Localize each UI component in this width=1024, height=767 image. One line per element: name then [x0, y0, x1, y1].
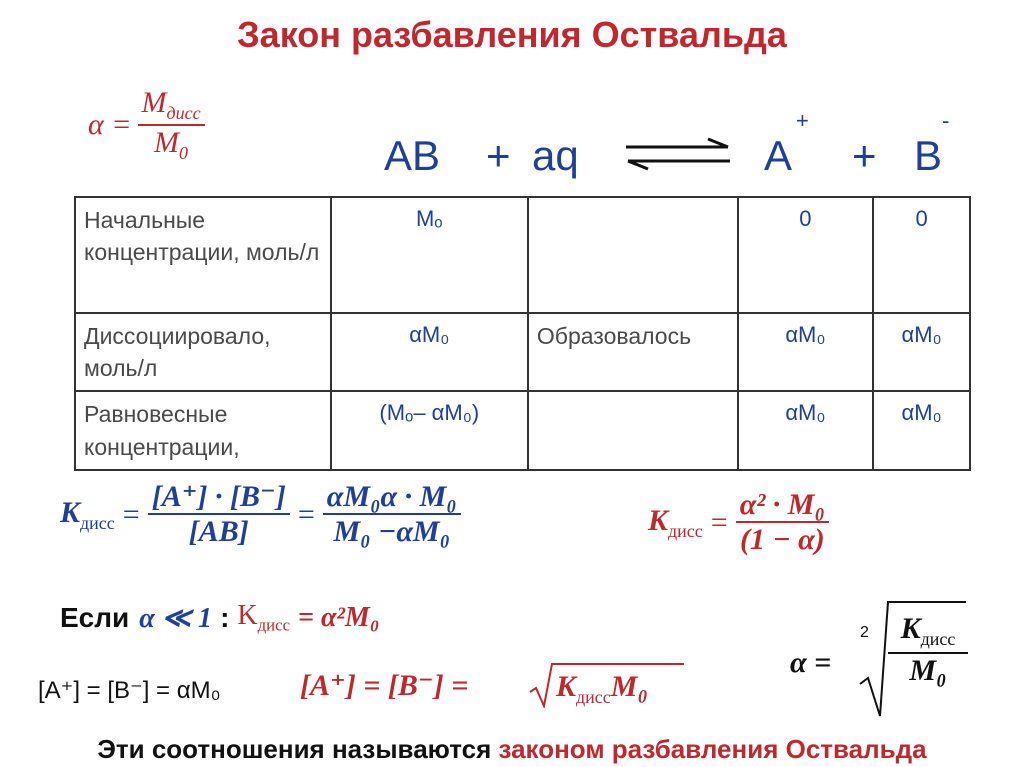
alpha-root-num-sub: дисс	[920, 629, 956, 649]
reaction-aq: aq	[532, 132, 579, 179]
alpha-root-lhs: α =	[790, 646, 832, 679]
footer-statement	[0, 734, 1024, 765]
k2-sub: дисс	[668, 520, 703, 541]
cell-a: 0	[738, 197, 874, 313]
condition-k-sub: дисс	[257, 615, 291, 635]
alpha-num: M	[141, 86, 167, 119]
footer-text: Эти соотношения называются	[97, 734, 492, 764]
table-row	[75, 313, 970, 391]
k2-den: (1 − α)	[739, 523, 825, 556]
alpha-definition	[88, 86, 205, 163]
reaction-left: AB	[384, 132, 441, 179]
footer-highlight: законом разбавления Оствальда	[498, 734, 927, 764]
k1-sub: дисс	[80, 512, 115, 533]
ion-conc-plain: [A⁺] = [B⁻] = αM₀	[38, 677, 221, 704]
alpha-lhs: α =	[88, 107, 132, 141]
cell-aq	[528, 197, 738, 313]
condition-rhs: = α²M₀	[298, 601, 380, 633]
k1-num1: [A⁺] · [B⁻]	[148, 480, 290, 515]
alpha-root-index: 2	[860, 624, 869, 641]
cell-ab: (Mₒ– αM₀)	[331, 391, 528, 469]
cell-b: αM₀	[873, 391, 970, 469]
alpha-fraction	[138, 86, 205, 163]
table-row	[75, 197, 970, 313]
condition-k: K	[237, 600, 258, 631]
reaction-product-a: A	[764, 132, 793, 179]
condition-colon: :	[220, 601, 230, 633]
row-label: Диссоциировало, моль/л	[75, 313, 331, 391]
row-label: Начальные концентрации, моль/л	[75, 197, 331, 313]
alpha-root-num: K	[900, 612, 921, 645]
k1-fraction-1	[148, 480, 290, 550]
condition-prefix: Если	[60, 601, 130, 633]
ion-radicand-k: K	[556, 670, 577, 703]
reaction-plus-2: +	[852, 132, 877, 179]
cell-ab: αM₀	[331, 313, 528, 391]
cell-ab: Mₒ	[331, 197, 528, 313]
table-row	[75, 391, 970, 469]
cell-b: 0	[873, 197, 970, 313]
k2-eq: =	[710, 505, 728, 539]
k1-eq2: =	[297, 497, 315, 531]
k2-symbol: K	[648, 503, 669, 537]
reaction-product-a-charge: +	[796, 108, 809, 133]
reaction-plus-1: +	[486, 132, 511, 179]
alpha-root-fraction	[888, 612, 968, 688]
page-title: Закон разбавления Оствальда	[237, 14, 787, 55]
condition-expr: α ≪ 1	[139, 602, 213, 634]
row-label: Равновесные концентрации,	[75, 391, 331, 469]
k-formula-alpha	[648, 488, 829, 558]
dilute-condition	[60, 600, 380, 636]
alpha-root-den: M₀	[909, 654, 947, 687]
ion-conc-expr: [A⁺] = [B⁻] =	[300, 669, 469, 702]
k1-symbol: K	[60, 495, 81, 529]
k2-fraction	[736, 488, 829, 558]
ion-radicand-sub: дисс	[576, 687, 611, 707]
k-formula-main	[60, 480, 461, 550]
k1-den1: [AB]	[188, 515, 249, 548]
k1-eq1: =	[122, 497, 140, 531]
k1-lhs	[60, 496, 115, 534]
alpha-den-sub: 0	[179, 142, 189, 163]
cell-a: αM₀	[738, 313, 874, 391]
k1-fraction-2	[323, 480, 461, 550]
reaction-product-b-charge: -	[942, 108, 950, 133]
reaction-product-b: B	[914, 132, 943, 179]
cell-aq: Образовалось	[528, 313, 738, 391]
alpha-num-sub: дисс	[166, 103, 201, 123]
cell-b: αM₀	[873, 313, 970, 391]
ion-radicand	[556, 670, 648, 708]
ion-radicand-tail: M₀	[610, 670, 648, 703]
k2-lhs	[648, 504, 703, 542]
k1-den2: M₀ −αM₀	[333, 515, 451, 548]
alpha-den: M	[154, 125, 180, 159]
cell-a: αM₀	[738, 391, 874, 469]
condition-lhs	[237, 600, 290, 636]
k2-num: α² · M₀	[736, 488, 829, 523]
k1-num2: αM₀α · M₀	[323, 480, 461, 515]
concentration-table	[74, 196, 971, 471]
equilibrium-arrows-icon	[624, 135, 734, 171]
cell-aq	[528, 391, 738, 469]
